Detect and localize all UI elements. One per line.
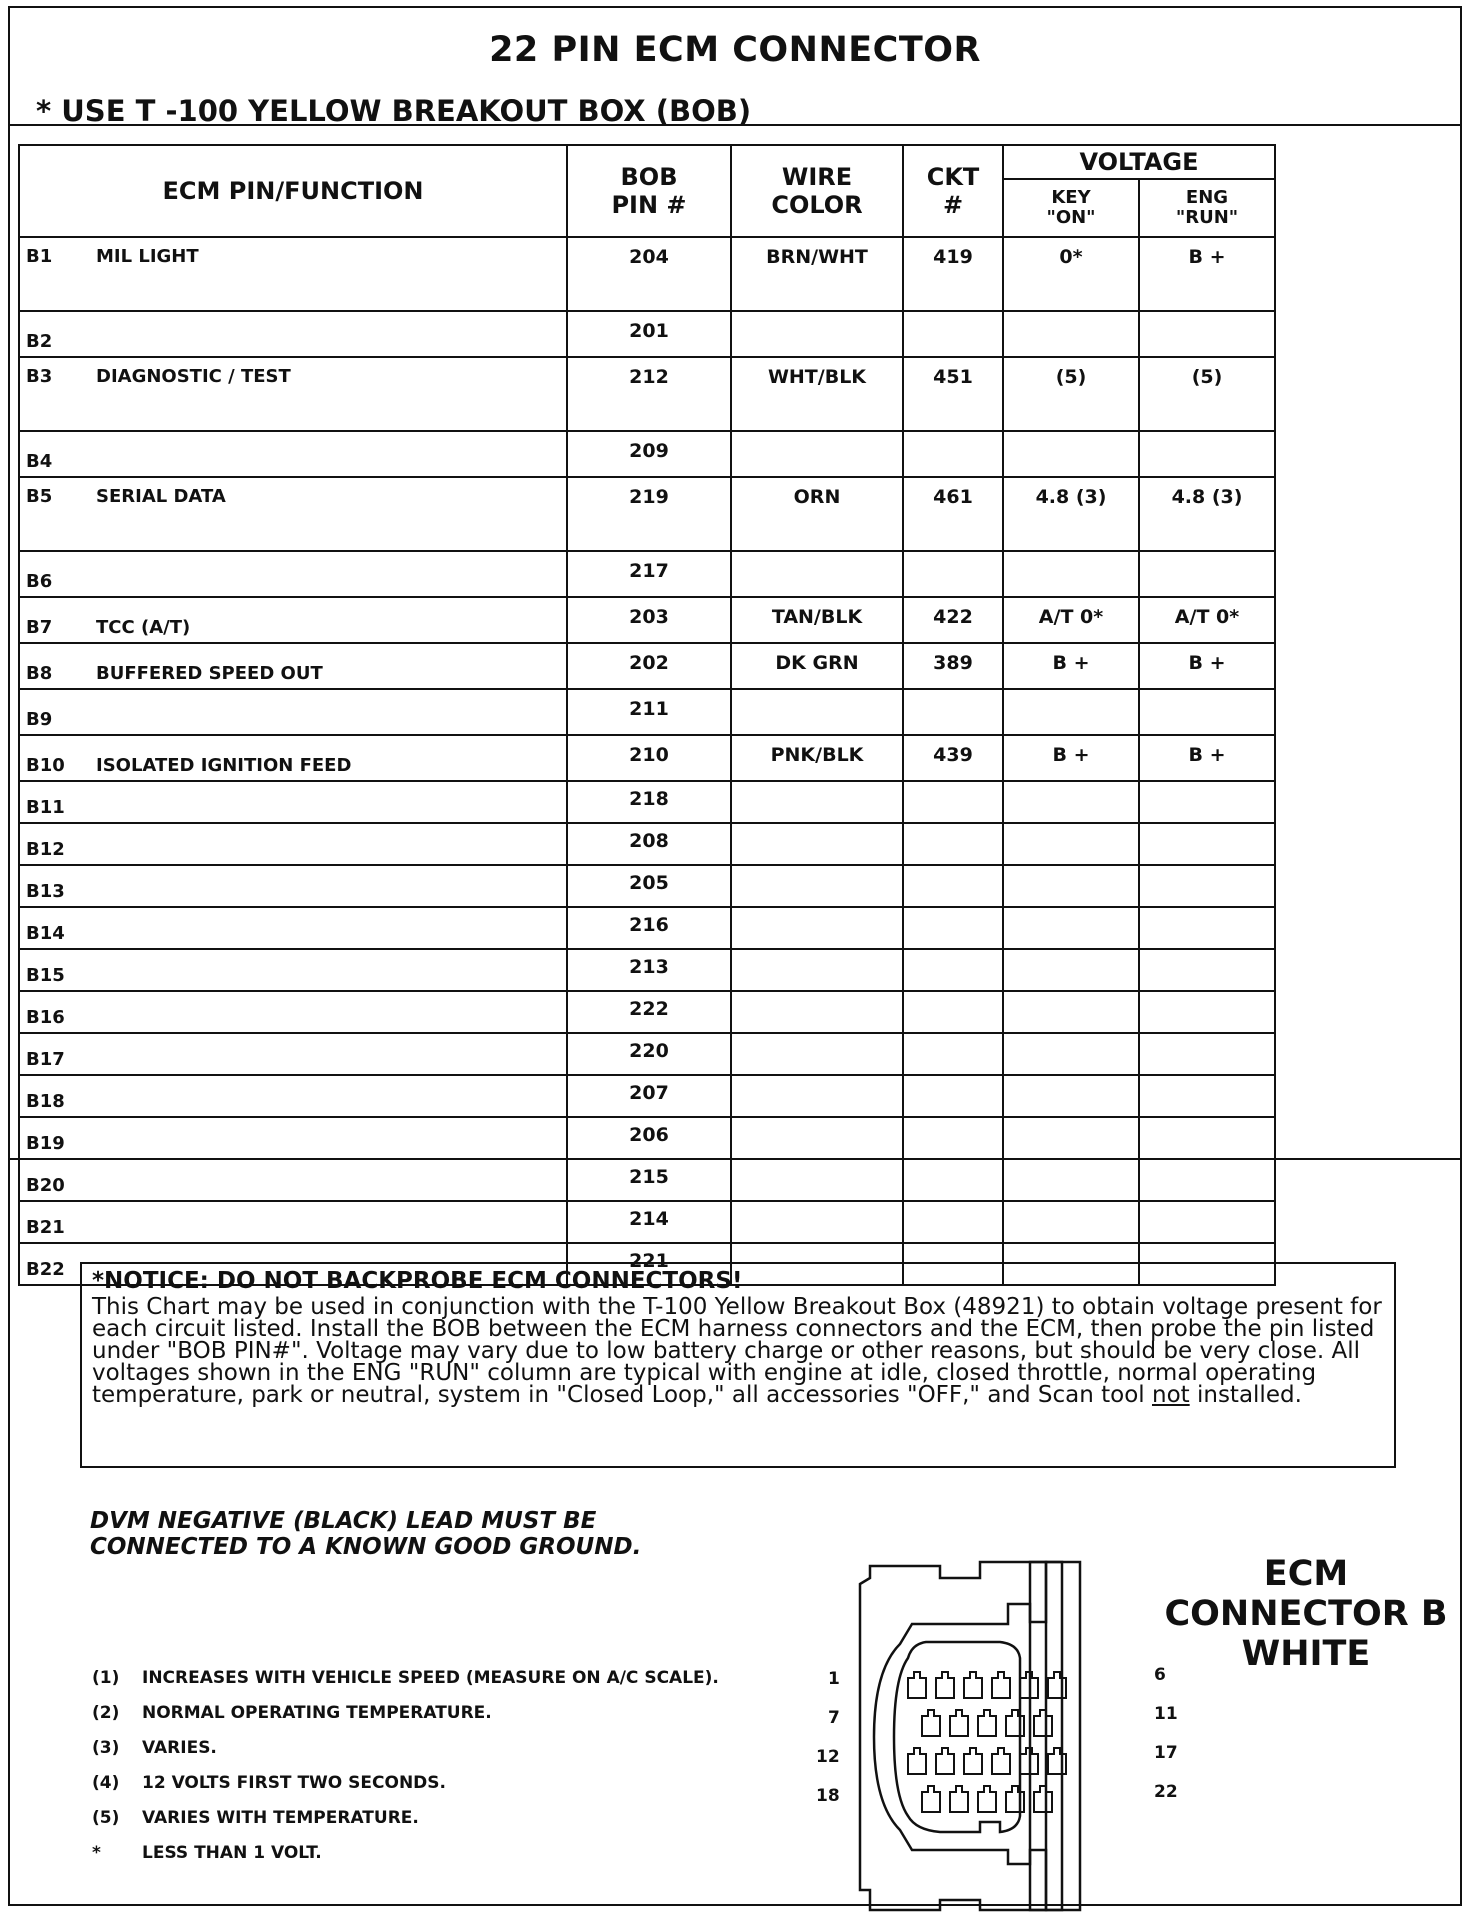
- connector-pin-cavity: [964, 1672, 982, 1698]
- connector-right-pin-label: 11: [1154, 1704, 1178, 1724]
- header-ckt: CKT #: [903, 145, 1003, 237]
- pin-id: B2: [26, 331, 53, 352]
- cell-bob: 212: [567, 357, 731, 431]
- cell-ckt: [903, 1159, 1003, 1201]
- table-row: [19, 357, 1287, 431]
- header-voltage: VOLTAGE: [1003, 145, 1275, 179]
- notice-underline: not: [1152, 1382, 1190, 1408]
- cell-pin-function: [19, 431, 567, 477]
- cell-pin-function: [19, 357, 567, 431]
- cell-pin-function: [19, 1117, 567, 1159]
- pin-id: B16: [26, 1007, 65, 1028]
- cell-pin-function: [19, 551, 567, 597]
- cell-bob: 202: [567, 643, 731, 689]
- pin-function: MIL LIGHT: [96, 246, 199, 267]
- cell-bob: 218: [567, 781, 731, 823]
- cell-ckt: 422: [903, 597, 1003, 643]
- cell-bob: 219: [567, 477, 731, 551]
- pin-id: B10: [26, 755, 65, 776]
- cell-key-on: [1003, 431, 1139, 477]
- pin-function: TCC (A/T): [96, 617, 191, 638]
- connector-pin-cavity: [1048, 1748, 1066, 1774]
- connector-title: ECM CONNECTOR B WHITE: [1164, 1554, 1448, 1674]
- connector-pin-cavity: [922, 1710, 940, 1736]
- table-row: [19, 1075, 1287, 1117]
- cell-ckt: 439: [903, 735, 1003, 781]
- connector-pin-cavity: [1034, 1786, 1052, 1812]
- row-spacer: [1275, 781, 1287, 823]
- cell-ckt: [903, 551, 1003, 597]
- row-spacer: [1275, 949, 1287, 991]
- pin-id: B8: [26, 663, 53, 684]
- header-pin-function: ECM PIN/FUNCTION: [19, 145, 567, 237]
- cell-key-on: (5): [1003, 357, 1139, 431]
- cell-pin-function: [19, 735, 567, 781]
- cell-bob: 217: [567, 551, 731, 597]
- cell-bob: 220: [567, 1033, 731, 1075]
- row-spacer: [1275, 823, 1287, 865]
- cell-eng-run: [1139, 823, 1275, 865]
- pin-id: B9: [26, 709, 53, 730]
- connector-pin-cavity: [922, 1786, 940, 1812]
- pin-id: B18: [26, 1091, 65, 1112]
- header-divider: [10, 124, 1460, 126]
- connector-pin-cavity: [950, 1710, 968, 1736]
- cell-wire: [731, 551, 903, 597]
- cell-key-on: [1003, 551, 1139, 597]
- pin-id: B21: [26, 1217, 65, 1238]
- pin-id: B11: [26, 797, 65, 818]
- table-row: [19, 477, 1287, 551]
- cell-bob: 222: [567, 991, 731, 1033]
- cell-ckt: [903, 431, 1003, 477]
- cell-eng-run: (5): [1139, 357, 1275, 431]
- pin-id: B4: [26, 451, 53, 472]
- notice-heading: *NOTICE: DO NOT BACKPROBE ECM CONNECTORS!: [92, 1268, 743, 1294]
- table-row: [19, 1159, 1287, 1201]
- connector-pin-cavity: [1006, 1710, 1024, 1736]
- connector-right-pin-label: 6: [1154, 1665, 1166, 1685]
- cell-key-on: [1003, 1033, 1139, 1075]
- cell-eng-run: A/T 0*: [1139, 597, 1275, 643]
- pin-id: B3: [26, 366, 53, 387]
- connector-pin-cavity: [908, 1672, 926, 1698]
- cell-ckt: [903, 1117, 1003, 1159]
- cell-key-on: [1003, 823, 1139, 865]
- cell-wire: [731, 1075, 903, 1117]
- cell-eng-run: [1139, 949, 1275, 991]
- pin-id: B15: [26, 965, 65, 986]
- cell-bob: 221: [567, 1243, 731, 1285]
- pin-id: B19: [26, 1133, 65, 1154]
- cell-pin-function: [19, 991, 567, 1033]
- pin-id: B1: [26, 246, 53, 267]
- cell-wire: ORN: [731, 477, 903, 551]
- row-spacer: [1275, 865, 1287, 907]
- table-row: [19, 311, 1287, 357]
- section-divider: [10, 1158, 1460, 1160]
- cell-ckt: [903, 949, 1003, 991]
- cell-wire: TAN/BLK: [731, 597, 903, 643]
- cell-bob: 205: [567, 865, 731, 907]
- cell-bob: 211: [567, 689, 731, 735]
- cell-wire: WHT/BLK: [731, 357, 903, 431]
- table-row: [19, 865, 1287, 907]
- cell-key-on: [1003, 781, 1139, 823]
- cell-key-on: [1003, 1117, 1139, 1159]
- pin-id: B22: [26, 1259, 65, 1280]
- table-row: [19, 643, 1287, 689]
- cell-bob: 216: [567, 907, 731, 949]
- cell-eng-run: [1139, 781, 1275, 823]
- connector-left-pin-label: 7: [828, 1708, 840, 1728]
- cell-bob: 203: [567, 597, 731, 643]
- table-row: [19, 907, 1287, 949]
- cell-bob: 206: [567, 1117, 731, 1159]
- connector-pin-cavity: [908, 1748, 926, 1774]
- pin-id: B7: [26, 617, 53, 638]
- connector-pin-cavity: [936, 1672, 954, 1698]
- table-row: [19, 597, 1287, 643]
- row-spacer: [1275, 735, 1287, 781]
- table-row: [19, 823, 1287, 865]
- row-spacer: [1275, 643, 1287, 689]
- cell-key-on: B +: [1003, 643, 1139, 689]
- row-spacer: [1275, 597, 1287, 643]
- cell-key-on: [1003, 865, 1139, 907]
- connector-pin-cavity: [978, 1710, 996, 1736]
- document-sheet: [8, 6, 1462, 1906]
- cell-pin-function: [19, 907, 567, 949]
- row-spacer: [1275, 689, 1287, 735]
- table-row: [19, 1201, 1287, 1243]
- row-spacer: [1275, 1117, 1287, 1159]
- row-spacer: [1275, 477, 1287, 551]
- cell-key-on: 4.8 (3): [1003, 477, 1139, 551]
- cell-ckt: [903, 311, 1003, 357]
- connector-left-pin-label: 18: [816, 1786, 840, 1806]
- connector-left-pin-label: 12: [816, 1747, 840, 1767]
- cell-pin-function: [19, 477, 567, 551]
- connector-right-pin-label: 17: [1154, 1743, 1178, 1763]
- connector-pin-cavity: [964, 1748, 982, 1774]
- cell-eng-run: [1139, 551, 1275, 597]
- row-spacer: [1275, 991, 1287, 1033]
- cell-pin-function: [19, 949, 567, 991]
- cell-wire: PNK/BLK: [731, 735, 903, 781]
- cell-bob: 208: [567, 823, 731, 865]
- pin-function: BUFFERED SPEED OUT: [96, 663, 323, 684]
- pin-table: [18, 144, 1287, 1286]
- cell-ckt: 389: [903, 643, 1003, 689]
- cell-pin-function: [19, 781, 567, 823]
- cell-wire: [731, 991, 903, 1033]
- page-title: 22 PIN ECM CONNECTOR: [489, 30, 981, 70]
- cell-bob: 215: [567, 1159, 731, 1201]
- cell-pin-function: [19, 1033, 567, 1075]
- connector-pin-cavity: [936, 1748, 954, 1774]
- cell-wire: [731, 1117, 903, 1159]
- table-row: [19, 949, 1287, 991]
- table-row: [19, 991, 1287, 1033]
- page-subtitle: * USE T -100 YELLOW BREAKOUT BOX (BOB): [36, 94, 752, 128]
- row-spacer: [1275, 1033, 1287, 1075]
- cell-eng-run: [1139, 1075, 1275, 1117]
- cell-eng-run: B +: [1139, 735, 1275, 781]
- connector-left-pin-label: 1: [828, 1669, 840, 1689]
- pin-function: ISOLATED IGNITION FEED: [96, 755, 352, 776]
- cell-ckt: [903, 991, 1003, 1033]
- cell-pin-function: [19, 865, 567, 907]
- cell-eng-run: B +: [1139, 237, 1275, 311]
- cell-ckt: 461: [903, 477, 1003, 551]
- cell-bob: 204: [567, 237, 731, 311]
- footnote: (2) NORMAL OPERATING TEMPERATURE.: [92, 1702, 492, 1723]
- row-spacer: [1275, 551, 1287, 597]
- cell-key-on: [1003, 1159, 1139, 1201]
- cell-ckt: [903, 689, 1003, 735]
- cell-wire: [731, 907, 903, 949]
- header-bob-pin: BOB PIN #: [567, 145, 731, 237]
- cell-wire: [731, 431, 903, 477]
- cell-ckt: 451: [903, 357, 1003, 431]
- cell-key-on: 0*: [1003, 237, 1139, 311]
- cell-ckt: [903, 865, 1003, 907]
- cell-wire: [731, 823, 903, 865]
- cell-eng-run: [1139, 1201, 1275, 1243]
- footnote: (5) VARIES WITH TEMPERATURE.: [92, 1807, 419, 1828]
- cell-pin-function: [19, 311, 567, 357]
- housing-top-tab: [1030, 1562, 1046, 1622]
- pin-id: B17: [26, 1049, 65, 1070]
- cell-bob: 213: [567, 949, 731, 991]
- table-row: [19, 1033, 1287, 1075]
- footnote: (4) 12 VOLTS FIRST TWO SECONDS.: [92, 1772, 446, 1793]
- cell-wire: [731, 1159, 903, 1201]
- cell-key-on: [1003, 949, 1139, 991]
- cell-bob: 214: [567, 1201, 731, 1243]
- cell-key-on: [1003, 1201, 1139, 1243]
- cell-bob: 201: [567, 311, 731, 357]
- cell-eng-run: [1139, 689, 1275, 735]
- table-row: [19, 431, 1287, 477]
- connector-diagram: [790, 1554, 1150, 1918]
- cell-pin-function: [19, 1201, 567, 1243]
- cell-bob: 209: [567, 431, 731, 477]
- dvm-warning: DVM NEGATIVE (BLACK) LEAD MUST BE CONNECTED TO A KNOWN GOOD GROUND.: [90, 1508, 642, 1560]
- cell-pin-function: [19, 237, 567, 311]
- cell-eng-run: 4.8 (3): [1139, 477, 1275, 551]
- cell-ckt: 419: [903, 237, 1003, 311]
- notice-body: This Chart may be used in conjunction with the T-100 Yellow Breakout Box (48921) to obtain voltage present for each circuit listed. Install the BOB between the ECM harness connectors and the ECM, then probe the pin listed under "BOB PIN#". Voltage may vary due to low battery charge or other reasons, but should be very close. All voltages shown in the ENG "RUN" column are typical with engine at idle, closed throttle, normal operating temperature, park or neutral, system in "Closed Loop," all accessories "OFF," and Scan tool not installed.: [92, 1294, 1382, 1408]
- header-key-on: KEY "ON": [1003, 179, 1139, 237]
- cell-wire: [731, 1201, 903, 1243]
- cell-key-on: [1003, 991, 1139, 1033]
- table-row: [19, 689, 1287, 735]
- pin-id: B13: [26, 881, 65, 902]
- cell-pin-function: [19, 597, 567, 643]
- pin-id: B12: [26, 839, 65, 860]
- cell-ckt: [903, 823, 1003, 865]
- footnote: (3) VARIES.: [92, 1737, 217, 1758]
- cell-eng-run: [1139, 1117, 1275, 1159]
- table-row: [19, 237, 1287, 311]
- cell-key-on: [1003, 907, 1139, 949]
- cell-ckt: [903, 1201, 1003, 1243]
- connector-pin-cavity: [1034, 1710, 1052, 1736]
- cell-eng-run: [1139, 1159, 1275, 1201]
- cell-bob: 210: [567, 735, 731, 781]
- cell-pin-function: [19, 643, 567, 689]
- cell-key-on: [1003, 1075, 1139, 1117]
- cell-wire: [731, 311, 903, 357]
- row-spacer: [1275, 1075, 1287, 1117]
- cell-key-on: [1003, 689, 1139, 735]
- footnotes: [92, 1660, 719, 1870]
- cell-wire: [731, 689, 903, 735]
- table-row: [19, 735, 1287, 781]
- header-eng-run: ENG "RUN": [1139, 179, 1275, 237]
- table-row: [19, 781, 1287, 823]
- cell-pin-function: [19, 1159, 567, 1201]
- cell-ckt: [903, 1075, 1003, 1117]
- row-spacer: [1275, 237, 1287, 311]
- cell-wire: BRN/WHT: [731, 237, 903, 311]
- connector-pin-cavity: [992, 1748, 1010, 1774]
- pin-id: B5: [26, 486, 53, 507]
- table-row: [19, 1117, 1287, 1159]
- pin-id: B14: [26, 923, 65, 944]
- row-spacer: [1275, 431, 1287, 477]
- cell-bob: 207: [567, 1075, 731, 1117]
- cell-pin-function: [19, 689, 567, 735]
- footnote: (1) INCREASES WITH VEHICLE SPEED (MEASURE ON A/C SCALE).: [92, 1667, 719, 1688]
- connector-right-pin-label: 22: [1154, 1782, 1178, 1802]
- cell-eng-run: [1139, 311, 1275, 357]
- pin-id: B20: [26, 1175, 65, 1196]
- cell-eng-run: [1139, 1033, 1275, 1075]
- cell-key-on: [1003, 311, 1139, 357]
- connector-pin-cavity: [992, 1672, 1010, 1698]
- connector-pin-cavity: [1006, 1786, 1024, 1812]
- row-spacer: [1275, 907, 1287, 949]
- row-spacer: [1275, 1159, 1287, 1201]
- cell-key-on: A/T 0*: [1003, 597, 1139, 643]
- cell-ckt: [903, 907, 1003, 949]
- pin-function: SERIAL DATA: [96, 486, 226, 507]
- connector-pin-cavity: [1048, 1672, 1066, 1698]
- header-wire-color: WIRE COLOR: [731, 145, 903, 237]
- footnote: * LESS THAN 1 VOLT.: [92, 1842, 322, 1863]
- cell-pin-function: [19, 823, 567, 865]
- cell-ckt: [903, 781, 1003, 823]
- cell-eng-run: [1139, 991, 1275, 1033]
- cell-wire: [731, 781, 903, 823]
- notice-box: [80, 1262, 1396, 1468]
- connector-pin-cavity: [950, 1786, 968, 1812]
- cell-eng-run: [1139, 431, 1275, 477]
- row-spacer: [1275, 311, 1287, 357]
- pin-function: DIAGNOSTIC / TEST: [96, 366, 291, 387]
- cell-pin-function: [19, 1075, 567, 1117]
- housing-bottom-tab: [1030, 1850, 1046, 1910]
- cell-wire: DK GRN: [731, 643, 903, 689]
- cell-eng-run: B +: [1139, 643, 1275, 689]
- cell-key-on: B +: [1003, 735, 1139, 781]
- cell-eng-run: [1139, 865, 1275, 907]
- pin-id: B6: [26, 571, 53, 592]
- row-spacer: [1275, 1201, 1287, 1243]
- cell-ckt: [903, 1033, 1003, 1075]
- header-spacer: [1275, 145, 1287, 237]
- table-row: [19, 551, 1287, 597]
- cell-eng-run: [1139, 907, 1275, 949]
- connector-pin-cavity: [978, 1786, 996, 1812]
- cell-wire: [731, 1033, 903, 1075]
- cell-wire: [731, 949, 903, 991]
- row-spacer: [1275, 357, 1287, 431]
- cell-wire: [731, 865, 903, 907]
